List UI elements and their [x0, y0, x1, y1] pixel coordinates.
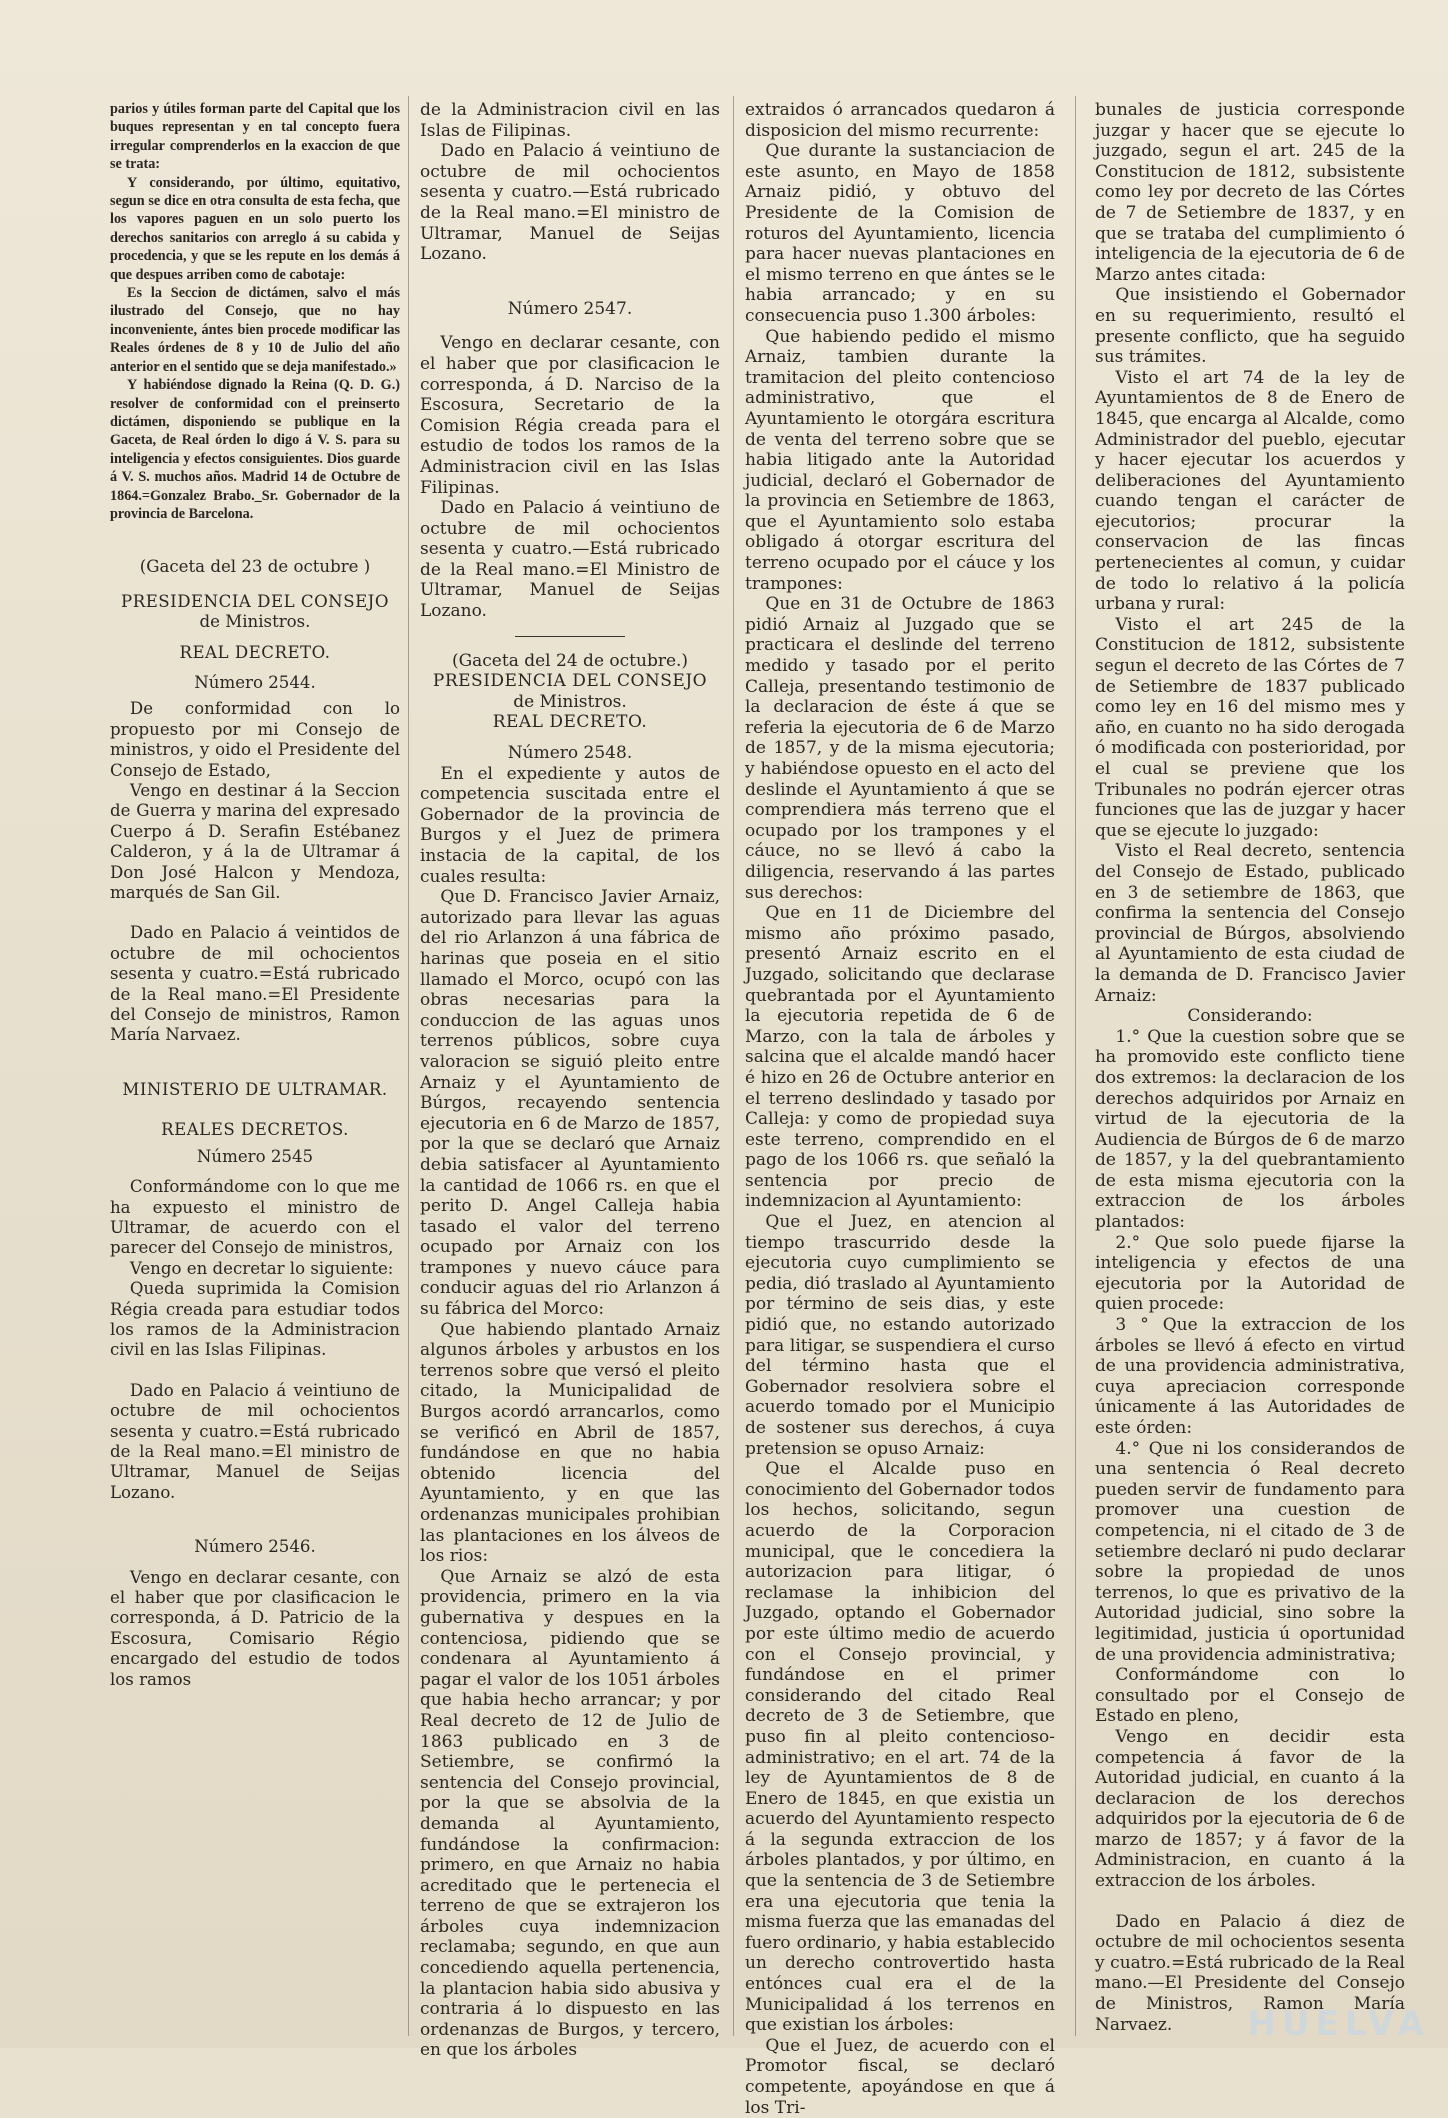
paragraph: 3 ° Que la extraccion de los árboles se llevó á efecto en virtud de una providencia administrativa, cuya apreciacion corresponde únicamente á las Autoridades de este órden:	[1095, 1315, 1405, 1438]
section-subheading: de Ministros.	[199, 612, 311, 632]
archive-stamp: HUELVA	[1247, 2004, 1430, 2044]
gaceta-date: (Gaceta del 23 de octubre )	[139, 557, 371, 577]
column-4	[1095, 100, 1405, 2035]
paragraph: Que el Juez, en atencion al tiempo trascurrido desde la ejecutoria cuyo cumplimiento se pedia, dió traslado al Ayuntamiento por término de seis dias, y este pidió que, no estando autorizado para litigar, se suspendiera el curso del término hasta que el Gobernador resolviera sobre el acuerdo tomado por el Municipio de sostener sus derechos, á cuya pretension se opuso Arnaiz:	[745, 1212, 1055, 1459]
decree-number: Número 2546.	[194, 1537, 316, 1557]
paragraph: Vengo en declarar cesante, con el haber que por clasificacion le corresponda, á D. Narciso de la Escosura, Secretario de la Comision Régia creada para el estudio de todos los ramos de la Administracion civil en las Islas Filipinas.	[420, 333, 720, 498]
section-subheading: de Ministros.	[513, 691, 627, 712]
paragraph: De conformidad con lo propuesto por mi Consejo de ministros, y oido el Presidente del Consejo de Estado,	[110, 699, 400, 780]
paragraph: 1.° Que la cuestion sobre que se ha promovido este conflicto tiene dos extremos: la declaracion de los derechos adquiridos por Arnaiz en virtud de la ejecutoria de la Audiencia de Búrgos de 6 de marzo de 1857, y la del quebrantamiento de esta misma ejecutoria con la extraccion de los árboles plantados:	[1095, 1026, 1405, 1233]
paragraph: Vengo en destinar á la Seccion de Guerra y marina del expresado Cuerpo á D. Serafin Estébanez Calderon, y á la de Ultramar á Don José Halcon y Mendoza, marqués de San Gil.	[110, 781, 400, 903]
paragraph: de la Administracion civil en las Islas de Filipinas.	[420, 100, 720, 141]
column-3	[745, 100, 1055, 2118]
paragraph: Dado en Palacio á veintiuno de octubre de mil ochocientos sesenta y cuatro.—Está rubricado de la Real mano.=El Ministro de Ultramar, Manuel de Seijas Lozano.	[420, 498, 720, 622]
paragraph: bunales de justicia corresponde juzgar y hacer que se ejecute lo juzgado, segun el art. 245 de la Constitucion de 1812, subsistente como ley por decreto de las Córtes de 7 de Setiembre de 1837, y en que se trataba del cumplimiento ó inteligencia de la ejecutoria de 6 de Marzo antes citada:	[1095, 100, 1405, 285]
paragraph: Vengo en decidir esta competencia á favor de la Autoridad judicial, en cuanto á la declaracion de los derechos adquiridos por la ejecutoria de 6 de marzo de 1857; y á favor de la Administracion, en cuanto á la extraccion de los árboles.	[1095, 1726, 1405, 1892]
paragraph: Que el Alcalde puso en conocimiento del Gobernador todos los hechos, solicitando, segun acuerdo de la Corporacion municipal, que le concediera la autorizacion para litigar, ó reclamase la inhibicion del Juzgado, optando el Gobernador por este último medio de acuerdo con el Consejo provincial, y fundándose en el primer considerando del citado Real decreto de 3 de Setiembre, que puso fin al pleito contencioso-administrativo; en el art. 74 de la ley de Ayuntamientos de 8 de Enero de 1845, en que existia un acuerdo del Ayuntamiento respecto á la segunda extraccion de los árboles plantados, y por último, en que la sentencia de 3 de Setiembre era una ejecutoria que tenia la misma fuerza que las emanadas del fuero ordinario, y habia establecido un derecho controvertido hasta entónces cual era el de la Municipalidad á los terrenos en que existian los árboles:	[745, 1459, 1055, 2036]
paragraph: Que en 11 de Diciembre del mismo año próximo pasado, presentó Arnaiz escrito en el Juzgado, solicitando que declarase quebrantada por el Ayuntamiento la ejecutoria repetida de 6 de Marzo, con la tala de árboles y salcina que el alcalde mandó hacer é hizo en 26 de Octubre anterior en el terreno deslindado y tasado por Calleja: y como de propiedad suya este terreno, comprendido en el pago de los 1066 rs. que señaló la sentencia por precio de indemnizacion al Ayuntamiento:	[745, 903, 1055, 1212]
section-heading: PRESIDENCIA DEL CONSEJO	[432, 671, 708, 692]
paragraph: En el expediente y autos de competencia suscitada entre el Gobernador de la provincia de Burgos y el Juez de primera instacia de la capital, de los cuales resulta:	[420, 763, 720, 887]
paragraph: extraidos ó arrancados quedaron á disposicion del mismo recurrente:	[745, 100, 1055, 141]
section-rule	[515, 636, 625, 637]
decree-heading: REAL DECRETO.	[179, 642, 331, 662]
paragraph: Vengo en declarar cesante, con el haber que por clasificacion le corresponda, á D. Patricio de la Escosura, Comisario Régio encargado del estudio de todos los ramos	[110, 1567, 400, 1689]
column-2	[420, 100, 720, 2061]
paragraph: Que habiendo plantado Arnaiz algunos árboles y arbustos en los terrenos sobre que versó el pleito citado, la Municipalidad de Burgos acordó arrancarlos, como se verificó en Abril de 1857, fundándose en que no habia obtenido licencia del Ayuntamiento, y en que las ordenanzas municipales prohibian las plantaciones en los álveos de los rios:	[420, 1319, 720, 1567]
decree-number: Número 2548.	[507, 743, 633, 764]
paragraph: Visto el Real decreto, sentencia del Consejo de Estado, publicado en 3 de setiembre de 1863, que confirma la sentencia del Consejo provincial de Búrgos, absolviendo al Ayuntamiento de esta ciudad de la demanda de D. Francisco Javier Arnaiz:	[1095, 841, 1405, 1006]
paragraph: Que en 31 de Octubre de 1863 pidió Arnaiz al Juzgado que se practicara el deslinde del terreno medido y tasado por el perito Calleja, presentando testimonio de la declaracion de éste á que se referia la ejecutoria de 6 de Marzo de 1857, y de la misma ejecutoria; y habiéndose opuesto en el acto del deslinde el Ayuntamiento á que se comprendiera más terreno que el ocupado por los trampones y el cáuce, no se llevó á cabo la diligencia, reservando á las partes sus derechos:	[745, 594, 1055, 903]
paragraph: Y habiéndose dignado la Reina (Q. D. G.) resolver de conformidad con el preinserto dictámen, disponiendo se publique en la Gaceta, de Real órden lo digo á V. S. para su inteligencia y efectos consiguientes. Dios guarde á V. S. muchos años. Madrid 14 de Octubre de 1864.=Gonzalez Brabo._Sr. Gobernador de la provincia de Barcelona.	[110, 377, 400, 522]
paragraph: 2.° Que solo puede fijarse la inteligencia y efectos de una ejecutoria por la Autoridad de quien procede:	[1095, 1232, 1405, 1315]
decree-heading: REAL DECRETO.	[492, 712, 648, 733]
paragraph: Dado en Palacio á veintiuno de octubre de mil ochocientos sesenta y cuatro.—Está rubricado de la Real mano.=El ministro de Ultramar, Manuel de Seijas Lozano.	[420, 141, 720, 265]
decree-number: Número 2544.	[194, 672, 316, 692]
paragraph: Queda suprimida la Comision Régia creada para estudiar todos los ramos de la Administracion civil en las Islas Filipinas.	[110, 1279, 400, 1360]
paragraph: Conformándome con lo que me ha expuesto el ministro de Ultramar, de acuerdo con el parecer del Consejo de ministros,	[110, 1177, 400, 1258]
column-divider	[408, 96, 409, 2036]
ministry-heading: MINISTERIO DE ULTRAMAR.	[122, 1079, 388, 1099]
paragraph: Visto el art 245 de la Constitucion de 1812, subsistente segun el decreto de las Córtes de 7 de Setiembre de 1837 publicado como ley en 16 del mismo mes y año, en cuanto no ha sido derogada ó modificada con posterioridad, por el cual se previene que los Tribunales no podrán ejercer otras funciones que las de juzgar y hacer que se ejecute lo juzgado:	[1095, 614, 1405, 841]
paragraph: Dado en Palacio á diez de octubre de mil ochocientos sesenta y cuatro.=Está rubricado de la Real mano.—El Presidente del Consejo de Ministros, Ramon María Narvaez.	[1095, 1911, 1405, 2035]
paragraph: Que durante la sustanciacion de este asunto, en Mayo de 1858 Arnaiz pidió, y obtuvo del Presidente de la Comision de roturos del Ayuntamiento, licencia para hacer nuevas plantaciones en el mismo terreno en que ántes se le habia arrancado; y en su consecuencia puso 1.300 árboles:	[745, 141, 1055, 326]
paragraph: Y considerando, por último, equitativo, segun se dice en otra consulta de esta fecha, que los vapores paguen en un solo puerto los derechos sanitarios con arreglo á su cabida y procedencia, y que se les repute en los demás á que despues arriben como de cabotaje:	[110, 174, 400, 283]
paragraph: Es la Seccion de dictámen, salvo el más ilustrado del Consejo, que no hay inconveniente, ántes bien procede modificar las Reales órdenes de 8 y 10 de Julio del año anterior en el sentido que se deja manifestado.»	[110, 285, 400, 375]
section-heading: PRESIDENCIA DEL CONSEJO	[121, 591, 389, 611]
gaceta-date: (Gaceta del 24 de octubre.)	[451, 650, 689, 671]
column-1	[110, 100, 400, 1690]
paragraph: Que el Juez, de acuerdo con el Promotor fiscal, se declaró competente, apoyándose en que á los Tri-	[745, 2035, 1055, 2118]
decree-number: Número 2547.	[507, 298, 633, 319]
paragraph: Dado en Palacio á veintiuno de octubre de mil ochocientos sesenta y cuatro.=Está rubricado de la Real mano.=El ministro de Ultramar, Manuel de Seijas Lozano.	[110, 1380, 400, 1502]
paragraph: Dado en Palacio á veintidos de octubre de mil ochocientos sesenta y cuatro.=Está rubricado de la Real mano.=El Presidente del Consejo de ministros, Ramon María Narvaez.	[110, 923, 400, 1045]
decree-number: Número 2545	[196, 1146, 314, 1166]
paragraph: Que D. Francisco Javier Arnaiz, autorizado para llevar las aguas del rio Arlanzon á una fábrica de harinas que poseia en el sitio llamado el Morco, ocupó con las obras necesarias para la conduccion de las aguas unos terrenos públicos, sobre cuya valoracion se siguió pleito entre Arnaiz y el Ayuntamiento de Búrgos, recayendo sentencia ejecutoria en 6 de Marzo de 1857, por la que se declaró que Arnaiz debia satisfacer al Ayuntamiento la cantidad de 1066 rs. en que el perito D. Angel Calleja habia tasado el valor del terreno ocupado por Arnaiz con los trampones y nuevo cáuce para conducir aguas del rio Arlanzon á su fábrica del Morco:	[420, 887, 720, 1320]
column-divider	[1075, 96, 1076, 2036]
paragraph: Que habiendo pedido el mismo Arnaiz, tambien durante la tramitacion del pleito contencioso administrativo, que el Ayuntamiento le otorgára escritura de venta del terreno sobre que se habia litigado ante la Autoridad judicial, declaró el Gobernador de la provincia en Setiembre de 1863, que el Ayuntamiento solo estaba obligado á otorgar escritura del terreno ocupado por el cáuce y los trampones:	[745, 326, 1055, 594]
considerando-heading: Considerando:	[1187, 1006, 1313, 1027]
column-divider	[733, 96, 734, 2036]
decrees-heading: REALES DECRETOS.	[161, 1120, 349, 1140]
paragraph: Vengo en decretar lo siguiente:	[129, 1258, 394, 1278]
paragraph: Conformándome con lo consultado por el Consejo de Estado en pleno,	[1095, 1665, 1405, 1727]
paragraph: Visto el art 74 de la ley de Ayuntamientos de 8 de Enero de 1845, que encarga al Alcalde, como Administrador del pueblo, ejecutar y hacer ejecutar los acuerdos y deliberaciones del Ayuntamiento cuando tengan el carácter de ejecutorios; procurar la conservacion de las fincas pertenecientes al comun, y cuidar de todo lo relativo á la policía urbana y rural:	[1095, 367, 1405, 615]
paragraph: Que Arnaiz se alzó de esta providencia, primero en la via gubernativa y despues en la contenciosa, pidiendo que se condenara al Ayuntamiento á pagar el valor de los 1051 árboles que habia hecho arrancar; y por Real decreto de 12 de Julio de 1863 publicado en 3 de Setiembre, se confirmó la sentencia del Consejo provincial, por la que se absolvia de la demanda al Ayuntamiento, fundándose la confirmacion: primero, en que Arnaiz no habia acreditado que le pertenecia el terreno de que se extrajeron los árboles cuya indemnizacion reclamaba; segundo, en que aun concediendo aquella pertenencia, la plantacion habia sido abusiva y contraria á lo dispuesto en las ordenanzas de Burgos, y tercero, en que los árboles	[420, 1566, 720, 2061]
paragraph: 4.° Que ni los considerandos de una sentencia ó Real decreto pueden servir de fundamento para promover una cuestion de competencia, ni el citado de 3 de setiembre declaró ni pudo declarar sobre la propiedad de unos terrenos, lo que es privativo de la Autoridad judicial, sino sobre la legitimidad, justicia ú oportunidad de una providencia administrativa;	[1095, 1438, 1405, 1665]
paragraph: parios y útiles forman parte del Capital que los buques representan y en tal concepto fuera irregular comprenderlos en la exaccion de que se trata:	[110, 101, 400, 173]
paragraph: Que insistiendo el Gobernador en su requerimiento, resultó el presente conflicto, que ha seguido sus trámites.	[1095, 285, 1405, 368]
